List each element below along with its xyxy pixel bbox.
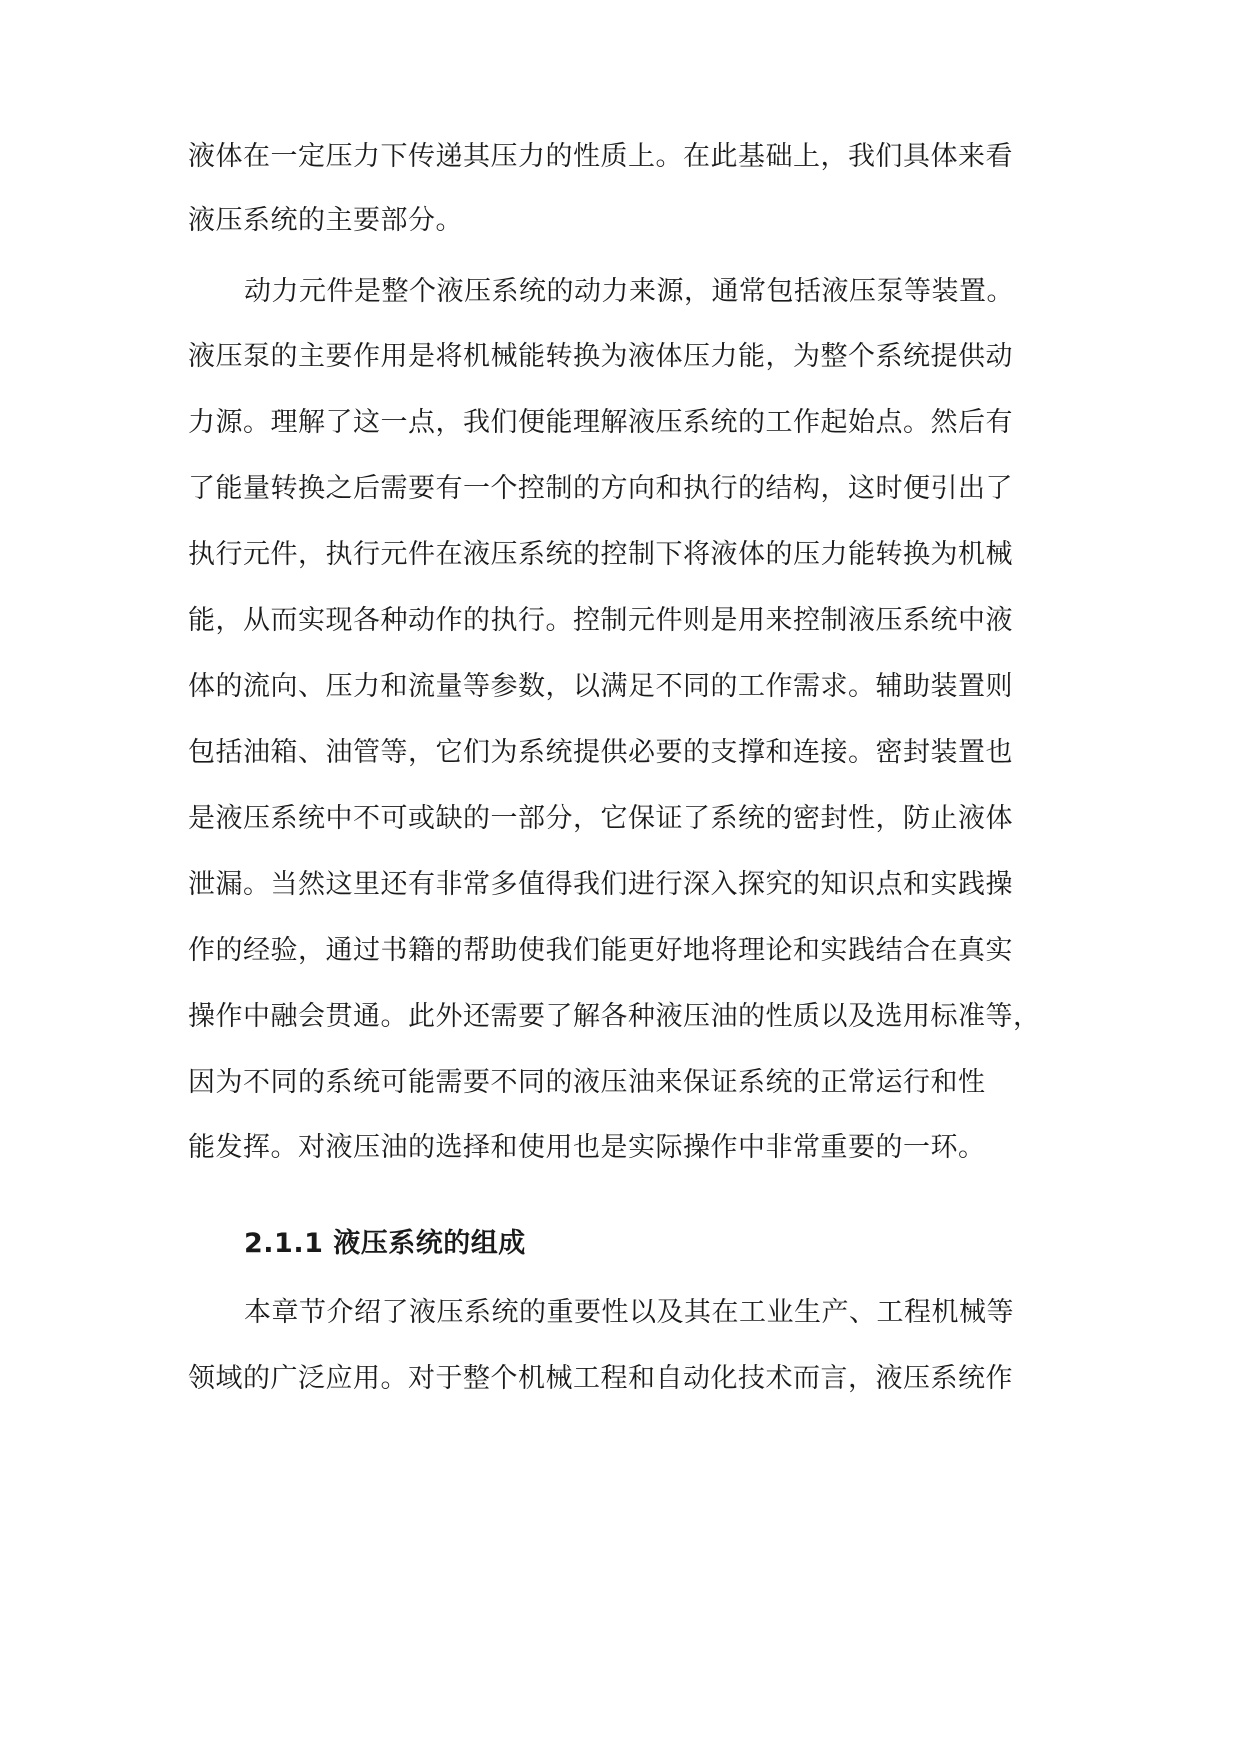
paragraph-2-line-4: 了能量转换之后需要有一个控制的方向和执行的结构，这时便引出了 [188,473,1013,504]
paragraph-3-line-2: 领域的广泛应用。对于整个机械工程和自动化技术而言，液压系统作 [188,1363,1013,1394]
paragraph-2-line-5: 执行元件，执行元件在液压系统的控制下将液体的压力能转换为机械 [188,539,1013,570]
section-heading: 2.1.1 液压系统的组成 [244,1228,526,1259]
paragraph-2-line-2: 液压泵的主要作用是将机械能转换为液体压力能，为整个系统提供动 [188,341,1013,372]
paragraph-2-line-14: 能发挥。对液压油的选择和使用也是实际操作中非常重要的一环。 [188,1132,986,1163]
paragraph-2-line-1: 动力元件是整个液压系统的动力来源，通常包括液压泵等装置。 [244,276,1014,307]
paragraph-1-line-2: 液压系统的主要部分。 [188,205,463,236]
paragraph-2-line-12: 操作中融会贯通。此外还需要了解各种液压油的性质以及选用标准等， [188,1001,1041,1032]
paragraph-2-line-13: 因为不同的系统可能需要不同的液压油来保证系统的正常运行和性 [188,1067,986,1098]
paragraph-1-line-1: 液体在一定压力下传递其压力的性质上。在此基础上，我们具体来看 [188,141,1013,172]
paragraph-2-line-9: 是液压系统中不可或缺的一部分，它保证了系统的密封性，防止液体 [188,803,1013,834]
paragraph-2-line-6: 能，从而实现各种动作的执行。控制元件则是用来控制液压系统中液 [188,605,1013,636]
paragraph-3-line-1: 本章节介绍了液压系统的重要性以及其在工业生产、工程机械等 [244,1297,1014,1328]
paragraph-2-line-8: 包括油箱、油管等，它们为系统提供必要的支撑和连接。密封装置也 [188,737,1013,768]
paragraph-2-line-3: 力源。理解了这一点，我们便能理解液压系统的工作起始点。然后有 [188,407,1013,438]
paragraph-2-line-7: 体的流向、压力和流量等参数，以满足不同的工作需求。辅助装置则 [188,671,1013,702]
paragraph-2-line-10: 泄漏。当然这里还有非常多值得我们进行深入探究的知识点和实践操 [188,869,1013,900]
paragraph-2-line-11: 作的经验，通过书籍的帮助使我们能更好地将理论和实践结合在真实 [188,935,1013,966]
